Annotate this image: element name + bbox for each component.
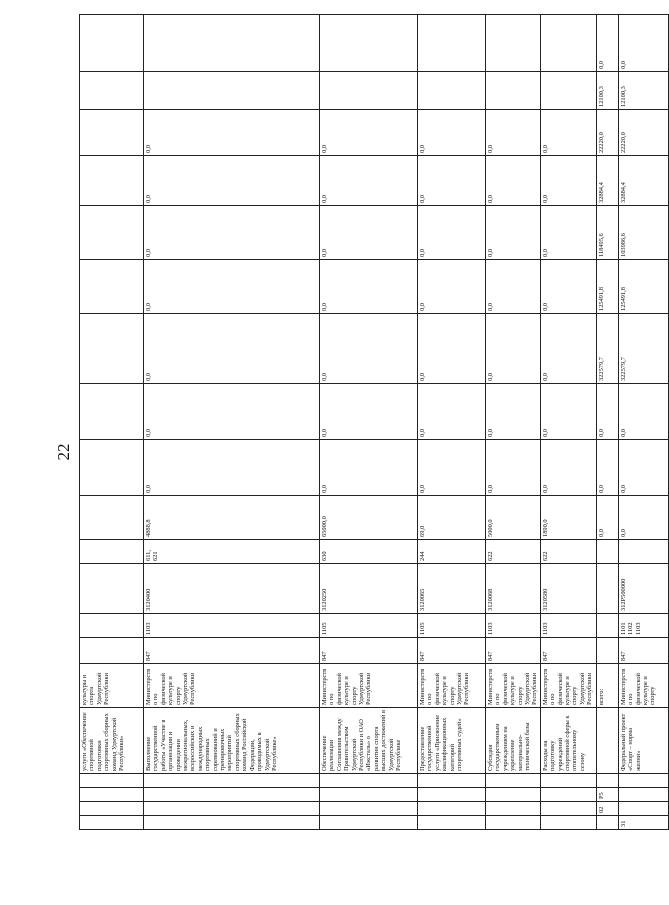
table-cell-c1 bbox=[486, 816, 541, 830]
table-cell-v5: 125491,8 bbox=[596, 260, 618, 314]
table-cell-c2 bbox=[320, 802, 418, 816]
table-cell-v3: 0,0 bbox=[596, 384, 618, 440]
table-cell-v8 bbox=[80, 110, 144, 156]
table-cell-v4: 322579,7 bbox=[618, 314, 668, 384]
table-cell-c3: Р5 bbox=[596, 788, 618, 802]
table-cell-v2: 0,0 bbox=[486, 440, 541, 496]
table-cell-v4: 322579,7 bbox=[596, 314, 618, 384]
table-cell-v6: 0,0 bbox=[144, 206, 320, 260]
table-cell-v9: 12100,3 bbox=[618, 72, 668, 110]
table-row bbox=[486, 15, 541, 830]
table-cell-v6 bbox=[80, 206, 144, 260]
table-cell-v3: 0,0 bbox=[320, 384, 418, 440]
table-cell-exec: Министерство по физической культуре и спорту Удмуртской Республики bbox=[540, 664, 596, 708]
table-cell-c2 bbox=[144, 802, 320, 816]
table-cell-v7: 32884,4 bbox=[596, 156, 618, 206]
table-cell-name: Предоставление государственной услуги «Присвоение квалификационных категорий спортивных судей» bbox=[418, 708, 486, 774]
table-cell-rzpr: 1105 bbox=[320, 614, 418, 638]
table-cell-name: Расходы на подготовку учреждений спортивной сферы к отопительному сезону bbox=[540, 708, 596, 774]
table-cell-v2 bbox=[80, 440, 144, 496]
table-cell-v2: 0,0 bbox=[618, 440, 668, 496]
table-cell-grbs: 847 bbox=[320, 638, 418, 664]
table-cell-v5: 0,0 bbox=[144, 260, 320, 314]
table-cell-v7: 0,0 bbox=[486, 156, 541, 206]
table-cell-v6: 0,0 bbox=[418, 206, 486, 260]
table-cell-v10 bbox=[320, 15, 418, 72]
table-cell-vr: 244 bbox=[418, 540, 486, 564]
budget-table bbox=[79, 14, 669, 830]
table-cell-v8: 0,0 bbox=[144, 110, 320, 156]
table-cell-c3 bbox=[320, 788, 418, 802]
table-cell-vr: 611, 621 bbox=[144, 540, 320, 564]
table-cell-c3 bbox=[144, 788, 320, 802]
table-cell-c3 bbox=[418, 788, 486, 802]
table-cell-v5: 0,0 bbox=[540, 260, 596, 314]
table-cell-name bbox=[596, 708, 618, 774]
table-cell-v2: 0,0 bbox=[320, 440, 418, 496]
table-cell-v9 bbox=[418, 72, 486, 110]
table-cell-c1 bbox=[80, 816, 144, 830]
table-cell-rzpr: 1103 bbox=[540, 614, 596, 638]
table-cell-v5: 0,0 bbox=[486, 260, 541, 314]
table-cell-grbs: 847 bbox=[486, 638, 541, 664]
table-cell-v1: 1890,0 bbox=[540, 496, 596, 540]
table-cell-c4 bbox=[486, 774, 541, 788]
table-cell-c4 bbox=[144, 774, 320, 788]
table-cell-v10: 0,0 bbox=[618, 15, 668, 72]
table-cell-v1: 69,0 bbox=[418, 496, 486, 540]
table-cell-c3 bbox=[618, 788, 668, 802]
table-cell-v1 bbox=[80, 496, 144, 540]
table-cell-v4 bbox=[80, 314, 144, 384]
table-cell-v8: 0,0 bbox=[486, 110, 541, 156]
table-cell-csr: 3120068 bbox=[486, 564, 541, 614]
table-cell-v5 bbox=[80, 260, 144, 314]
table-row bbox=[144, 15, 320, 830]
table-cell-v1: 65000,0 bbox=[320, 496, 418, 540]
table-cell-v7: 0,0 bbox=[540, 156, 596, 206]
table-cell-v8: 0,0 bbox=[320, 110, 418, 156]
table-cell-c3 bbox=[540, 788, 596, 802]
table-cell-v9 bbox=[540, 72, 596, 110]
table-cell-v3: 0,0 bbox=[540, 384, 596, 440]
table-cell-v4: 0,0 bbox=[418, 314, 486, 384]
table-cell-v3: 0,0 bbox=[418, 384, 486, 440]
table-cell-v10 bbox=[80, 15, 144, 72]
table-cell-v4: 0,0 bbox=[540, 314, 596, 384]
table-cell-name: Федеральный проект «Спорт – норма жизни» bbox=[618, 708, 668, 774]
page-number: 22 bbox=[54, 443, 73, 461]
table-cell-csr: 3120400 bbox=[144, 564, 320, 614]
table-cell-v6: 118495,6 bbox=[596, 206, 618, 260]
table-cell-v1: 5000,0 bbox=[486, 496, 541, 540]
table-cell-csr: 3120250 bbox=[320, 564, 418, 614]
table-cell-vr: 622 bbox=[540, 540, 596, 564]
table-cell-exec: Министерство по физической культуре и спорту Удмуртской Республики bbox=[144, 664, 320, 708]
table-cell-csr: 3120580 bbox=[540, 564, 596, 614]
table-cell-v3 bbox=[80, 384, 144, 440]
table-cell-exec: всего: bbox=[596, 664, 618, 708]
table-cell-rzpr: 1103 bbox=[144, 614, 320, 638]
table-cell-rzpr bbox=[596, 614, 618, 638]
table-cell-v2: 0,0 bbox=[418, 440, 486, 496]
table-cell-grbs: 847 bbox=[618, 638, 668, 664]
table-cell-v10 bbox=[486, 15, 541, 72]
table-cell-vr: 630 bbox=[320, 540, 418, 564]
table-cell-v6: 103986,6 bbox=[618, 206, 668, 260]
table-cell-grbs: 847 bbox=[418, 638, 486, 664]
table-cell-v8: 22220,0 bbox=[618, 110, 668, 156]
table-cell-v4: 0,0 bbox=[486, 314, 541, 384]
table-cell-v1: 0,0 bbox=[618, 496, 668, 540]
table-cell-c4 bbox=[540, 774, 596, 788]
table-cell-exec: Министерство по физической культуре и спорту Удмуртской Республики bbox=[320, 664, 418, 708]
table-cell-v9 bbox=[486, 72, 541, 110]
table-cell-c2: 02 bbox=[596, 802, 618, 816]
table-cell-v6: 0,0 bbox=[320, 206, 418, 260]
table-cell-v9 bbox=[320, 72, 418, 110]
table-cell-c1 bbox=[144, 816, 320, 830]
budget-table-rotated bbox=[79, 15, 657, 830]
table-cell-v4: 0,0 bbox=[144, 314, 320, 384]
table-cell-csr: 312P500000 bbox=[618, 564, 668, 614]
table-cell-v7: 0,0 bbox=[418, 156, 486, 206]
table-cell-v3: 0,0 bbox=[486, 384, 541, 440]
table-cell-c1 bbox=[596, 816, 618, 830]
table-cell-v5: 0,0 bbox=[320, 260, 418, 314]
table-cell-v2: 0,0 bbox=[540, 440, 596, 496]
table-cell-c3 bbox=[486, 788, 541, 802]
table-cell-v2: 0,0 bbox=[596, 440, 618, 496]
table-cell-c1: 31 bbox=[618, 816, 668, 830]
table-cell-v10: 0,0 bbox=[596, 15, 618, 72]
table-cell-grbs bbox=[80, 638, 144, 664]
table-cell-c2 bbox=[540, 802, 596, 816]
table-row bbox=[618, 15, 668, 830]
table-cell-name: услуги «Обеспечение спортивной подготовки спортивных сборных команд Удмуртской Республики» bbox=[80, 708, 144, 774]
table-cell-v7: 0,0 bbox=[320, 156, 418, 206]
table-cell-rzpr: 1101 1102 1103 bbox=[618, 614, 668, 638]
table-cell-rzpr: 1103 bbox=[486, 614, 541, 638]
table-cell-v1: 4888,8 bbox=[144, 496, 320, 540]
table-cell-c1 bbox=[540, 816, 596, 830]
table-cell-v7: 0,0 bbox=[144, 156, 320, 206]
table-cell-v8: 0,0 bbox=[540, 110, 596, 156]
table-cell-c2 bbox=[80, 802, 144, 816]
table-cell-v9: 12100,3 bbox=[596, 72, 618, 110]
table-cell-v7 bbox=[80, 156, 144, 206]
table-cell-v5: 0,0 bbox=[418, 260, 486, 314]
table-cell-vr: 622 bbox=[486, 540, 541, 564]
table-cell-v7: 32884,4 bbox=[618, 156, 668, 206]
table-cell-vr bbox=[596, 540, 618, 564]
table-cell-c1 bbox=[320, 816, 418, 830]
table-cell-v1: 0,0 bbox=[596, 496, 618, 540]
table-cell-c3 bbox=[80, 788, 144, 802]
table-cell-v8: 22220,0 bbox=[596, 110, 618, 156]
table-cell-c2 bbox=[486, 802, 541, 816]
table-row bbox=[596, 15, 618, 830]
table-cell-csr: 3120065 bbox=[418, 564, 486, 614]
table-cell-v3: 0,0 bbox=[618, 384, 668, 440]
table-cell-grbs: 847 bbox=[144, 638, 320, 664]
table-cell-v6: 0,0 bbox=[486, 206, 541, 260]
table-cell-v9 bbox=[80, 72, 144, 110]
table-cell-c2 bbox=[618, 802, 668, 816]
table-cell-c1 bbox=[418, 816, 486, 830]
table-cell-name: Обеспечение реализации Соглашения между Правительством Удмуртской Республики и ОАО «Ижсталь» о развитии спорта высших достижений в Удмуртской Республике bbox=[320, 708, 418, 774]
table-cell-v10 bbox=[540, 15, 596, 72]
table-cell-c2 bbox=[418, 802, 486, 816]
table-cell-v10 bbox=[144, 15, 320, 72]
table-cell-v10 bbox=[418, 15, 486, 72]
table-cell-c4 bbox=[418, 774, 486, 788]
table-cell-exec: Министерство по физической культуре и спорту bbox=[618, 664, 668, 708]
table-row bbox=[418, 15, 486, 830]
table-row bbox=[80, 15, 144, 830]
table-cell-name: Выполнение государственной работы «Участие в организации и проведении межрегиональных, всероссийских и международных спортивных соревнований и тренировочных мероприятий спортивных сборных команд Российской Федерации, проводимых в Удмуртской Республике» bbox=[144, 708, 320, 774]
table-cell-c4 bbox=[596, 774, 618, 788]
table-row bbox=[320, 15, 418, 830]
table-cell-vr bbox=[618, 540, 668, 564]
table-cell-name: Субсидия государственным учреждениям на укрепление материально-технической базы bbox=[486, 708, 541, 774]
table-cell-grbs: 847 bbox=[540, 638, 596, 664]
table-cell-v2: 0,0 bbox=[144, 440, 320, 496]
table-cell-csr bbox=[80, 564, 144, 614]
table-cell-v3: 0,0 bbox=[144, 384, 320, 440]
table-cell-exec: культуры и спорта Удмуртской Республики bbox=[80, 664, 144, 708]
table-cell-v6: 0,0 bbox=[540, 206, 596, 260]
table-cell-v9 bbox=[144, 72, 320, 110]
table-cell-vr bbox=[80, 540, 144, 564]
table-cell-v4: 0,0 bbox=[320, 314, 418, 384]
table-cell-exec: Министерство по физической культуре и спорту Удмуртской Республики bbox=[418, 664, 486, 708]
table-cell-v5: 125491,8 bbox=[618, 260, 668, 314]
table-cell-exec: Министерство по физической культуре и спорту Удмуртской Республики bbox=[486, 664, 541, 708]
table-cell-grbs bbox=[596, 638, 618, 664]
table-cell-c4 bbox=[618, 774, 668, 788]
table-cell-rzpr bbox=[80, 614, 144, 638]
table-cell-c4 bbox=[320, 774, 418, 788]
table-cell-rzpr: 1105 bbox=[418, 614, 486, 638]
table-cell-v8: 0,0 bbox=[418, 110, 486, 156]
table-cell-csr bbox=[596, 564, 618, 614]
table-row bbox=[540, 15, 596, 830]
table-cell-c4 bbox=[80, 774, 144, 788]
